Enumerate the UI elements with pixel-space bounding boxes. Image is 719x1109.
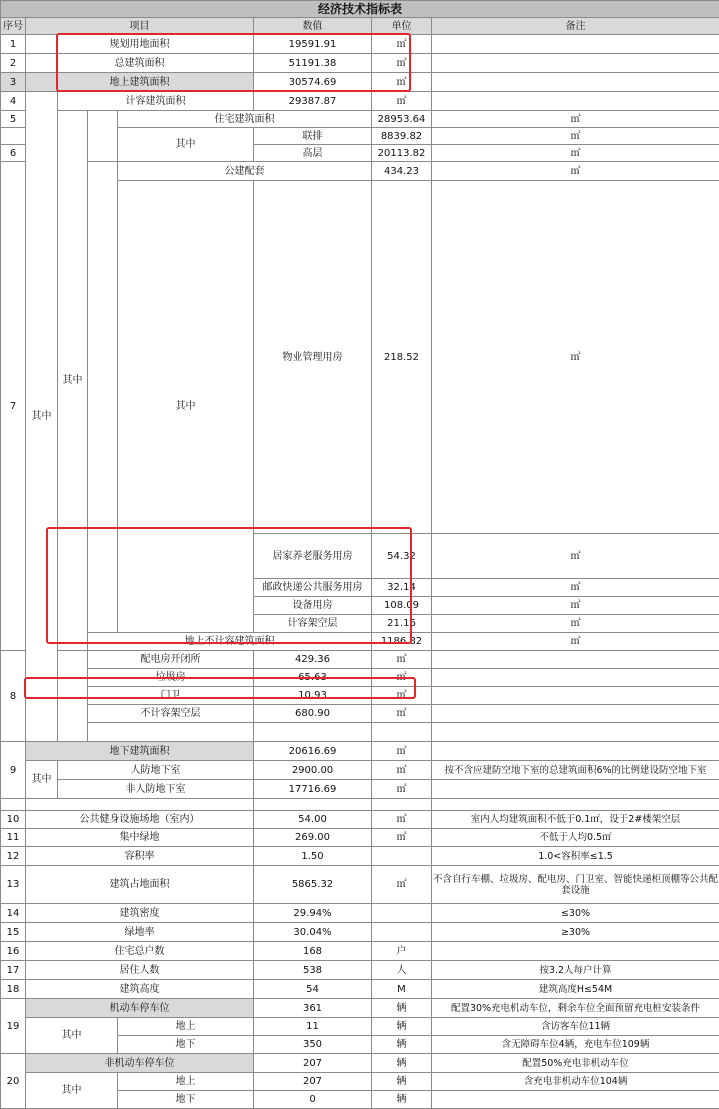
note-cell: 不含自行车棚、垃圾房、配电房、门卫室、智能快递柜顶棚等公共配套设施 — [432, 866, 719, 904]
empty-cell — [372, 799, 432, 811]
row-no: 4 — [1, 92, 26, 111]
note-cell — [432, 651, 719, 669]
note-cell: 按3.2人每户计算 — [432, 961, 719, 980]
note-cell: 含访客车位11辆 — [432, 1018, 719, 1036]
unit-cell: ㎡ — [372, 92, 432, 111]
row-no: 1 — [1, 35, 26, 54]
empty-cell — [254, 723, 372, 742]
unit-cell: 辆 — [372, 999, 432, 1018]
note-cell: 含无障碍车位4辆，充电车位109辆 — [432, 1036, 719, 1054]
item-value: 21.16 — [372, 615, 432, 633]
item-value: 28953.64 — [372, 111, 432, 128]
unit-cell: ㎡ — [432, 181, 719, 534]
note-cell: 不低于人均0.5㎡ — [432, 829, 719, 847]
unit-cell: 辆 — [372, 1018, 432, 1036]
row-no: 20 — [1, 1054, 26, 1109]
unit-cell: ㎡ — [432, 128, 719, 145]
empty-cell — [432, 723, 719, 742]
unit-cell: M — [372, 980, 432, 999]
item-name: 邮政快递公共服务用房 — [254, 579, 372, 597]
item-value: 680.90 — [254, 705, 372, 723]
item-value: 0 — [254, 1091, 372, 1109]
item-name: 物业管理用房 — [254, 181, 372, 534]
item-name: 联排 — [254, 128, 372, 145]
note-cell — [432, 780, 719, 799]
unit-cell: ㎡ — [432, 579, 719, 597]
item-name: 建筑占地面积 — [26, 866, 254, 904]
item-name: 垃圾房 — [88, 669, 254, 687]
note-cell — [432, 92, 719, 111]
empty-cell — [1, 799, 26, 811]
header-note: 备注 — [432, 18, 719, 35]
empty-cell — [432, 799, 719, 811]
row-no — [1, 128, 26, 145]
row-no: 7 — [1, 162, 26, 651]
item-value: 350 — [254, 1036, 372, 1054]
unit-cell: ㎡ — [372, 669, 432, 687]
item-name: 集中绿地 — [26, 829, 254, 847]
unit-cell: ㎡ — [432, 597, 719, 615]
item-name: 配电房开闭所 — [88, 651, 254, 669]
note-cell — [432, 742, 719, 761]
note-cell — [432, 1091, 719, 1109]
note-cell: 配置30%充电机动车位，剩余车位全面预留充电桩安装条件 — [432, 999, 719, 1018]
table-title: 经济技术指标表 — [1, 1, 719, 18]
item-value: 207 — [254, 1054, 372, 1073]
item-name: 人防地下室 — [58, 761, 254, 780]
unit-cell: ㎡ — [432, 162, 719, 181]
item-name: 不计容架空层 — [88, 705, 254, 723]
item-name: 地上不计容建筑面积 — [88, 633, 372, 651]
unit-cell — [372, 847, 432, 866]
item-name: 建筑高度 — [26, 980, 254, 999]
item-value: 29387.87 — [254, 92, 372, 111]
qizhong-label: 其中 — [26, 92, 58, 742]
item-value: 20616.69 — [254, 742, 372, 761]
unit-cell: ㎡ — [372, 705, 432, 723]
header-unit: 单位 — [372, 18, 432, 35]
unit-cell: 辆 — [372, 1073, 432, 1091]
note-cell — [432, 942, 719, 961]
unit-cell: ㎡ — [372, 811, 432, 829]
empty-cell — [254, 799, 372, 811]
item-name: 公共健身设施场地（室内） — [26, 811, 254, 829]
note-cell: 按不含应建防空地下室的总建筑面积6%的比例建设防空地下室 — [432, 761, 719, 780]
item-name: 绿地率 — [26, 923, 254, 942]
row-no: 5 — [1, 111, 26, 128]
item-name: 地下建筑面积 — [26, 742, 254, 761]
row-no: 3 — [1, 73, 26, 92]
item-value: 11 — [254, 1018, 372, 1036]
item-value: 65.63 — [254, 669, 372, 687]
row-no: 16 — [1, 942, 26, 961]
item-value: 1.50 — [254, 847, 372, 866]
row-no: 12 — [1, 847, 26, 866]
item-name: 建筑密度 — [26, 904, 254, 923]
row-no: 15 — [1, 923, 26, 942]
note-cell: 建筑高度H≤54M — [432, 980, 719, 999]
item-value: 10.93 — [254, 687, 372, 705]
note-cell: 配置50%充电非机动车位 — [432, 1054, 719, 1073]
item-name: 住宅建筑面积 — [118, 111, 372, 128]
empty-cell — [88, 723, 254, 742]
item-value: 108.09 — [372, 597, 432, 615]
item-value: 5865.32 — [254, 866, 372, 904]
row-no: 14 — [1, 904, 26, 923]
item-name: 地下 — [118, 1036, 254, 1054]
row-no: 18 — [1, 980, 26, 999]
item-value: 218.52 — [372, 181, 432, 534]
item-name: 计容建筑面积 — [58, 92, 254, 111]
header-value: 数值 — [254, 18, 372, 35]
item-name: 门卫 — [88, 687, 254, 705]
note-cell — [432, 73, 719, 92]
item-value: 32.14 — [372, 579, 432, 597]
item-value: 51191.38 — [254, 54, 372, 73]
item-name: 高层 — [254, 145, 372, 162]
item-value: 361 — [254, 999, 372, 1018]
unit-cell: ㎡ — [432, 633, 719, 651]
unit-cell: ㎡ — [372, 866, 432, 904]
header-no: 序号 — [1, 18, 26, 35]
item-name: 地上建筑面积 — [26, 73, 254, 92]
item-value: 29.94% — [254, 904, 372, 923]
row-no: 13 — [1, 866, 26, 904]
item-value: 54.32 — [372, 534, 432, 579]
unit-cell: ㎡ — [372, 35, 432, 54]
unit-cell — [372, 923, 432, 942]
unit-cell: ㎡ — [432, 145, 719, 162]
item-name: 居家养老服务用房 — [254, 534, 372, 579]
item-value: 434.23 — [372, 162, 432, 181]
unit-cell: ㎡ — [432, 534, 719, 579]
note-cell — [432, 705, 719, 723]
item-name: 住宅总户数 — [26, 942, 254, 961]
item-value: 54 — [254, 980, 372, 999]
empty-cell — [372, 723, 432, 742]
item-name: 地上 — [118, 1073, 254, 1091]
unit-cell: 辆 — [372, 1054, 432, 1073]
row-no: 9 — [1, 742, 26, 799]
item-name: 容积率 — [26, 847, 254, 866]
unit-cell: ㎡ — [372, 780, 432, 799]
item-value: 207 — [254, 1073, 372, 1091]
qizhong-label: 其中 — [118, 128, 254, 162]
item-value: 8839.82 — [372, 128, 432, 145]
item-value: 30574.69 — [254, 73, 372, 92]
row-no: 17 — [1, 961, 26, 980]
item-name: 非机动车停车位 — [26, 1054, 254, 1073]
item-name: 计容架空层 — [254, 615, 372, 633]
unit-cell: 人 — [372, 961, 432, 980]
qizhong-label: 其中 — [26, 1018, 118, 1054]
note-cell: ≥30% — [432, 923, 719, 942]
unit-cell: ㎡ — [432, 111, 719, 128]
qizhong-label: 其中 — [26, 1073, 118, 1109]
unit-cell: ㎡ — [432, 615, 719, 633]
note-cell: ≤30% — [432, 904, 719, 923]
empty-cell — [88, 111, 118, 162]
item-value: 429.36 — [254, 651, 372, 669]
qizhong-label: 其中 — [58, 111, 88, 651]
row-no: 19 — [1, 999, 26, 1054]
unit-cell: ㎡ — [372, 54, 432, 73]
item-value: 538 — [254, 961, 372, 980]
row-no: 6 — [1, 145, 26, 162]
item-value: 269.00 — [254, 829, 372, 847]
qizhong-label: 其中 — [118, 181, 254, 633]
item-value: 17716.69 — [254, 780, 372, 799]
note-cell: 含充电非机动车位104辆 — [432, 1073, 719, 1091]
item-name: 机动车停车位 — [26, 999, 254, 1018]
item-name: 居住人数 — [26, 961, 254, 980]
unit-cell: 辆 — [372, 1091, 432, 1109]
row-no: 2 — [1, 54, 26, 73]
row-no: 10 — [1, 811, 26, 829]
unit-cell: ㎡ — [372, 742, 432, 761]
item-value: 30.04% — [254, 923, 372, 942]
unit-cell: ㎡ — [372, 651, 432, 669]
qizhong-label: 其中 — [26, 761, 58, 799]
unit-cell — [372, 904, 432, 923]
item-name: 总建筑面积 — [26, 54, 254, 73]
unit-cell: ㎡ — [372, 761, 432, 780]
item-value: 19591.91 — [254, 35, 372, 54]
empty-cell — [88, 162, 118, 633]
row-no: 11 — [1, 829, 26, 847]
empty-cell — [26, 799, 254, 811]
note-cell — [432, 669, 719, 687]
note-cell: 室内人均建筑面积不低于0.1㎡，设于2#楼架空层 — [432, 811, 719, 829]
row-no: 8 — [1, 651, 26, 742]
item-name: 地上 — [118, 1018, 254, 1036]
item-value: 1186.82 — [372, 633, 432, 651]
item-value: 54.00 — [254, 811, 372, 829]
unit-cell: ㎡ — [372, 829, 432, 847]
note-cell — [432, 35, 719, 54]
unit-cell: ㎡ — [372, 73, 432, 92]
unit-cell: ㎡ — [372, 687, 432, 705]
item-value: 20113.82 — [372, 145, 432, 162]
item-value: 2900.00 — [254, 761, 372, 780]
note-cell: 1.0<容积率≤1.5 — [432, 847, 719, 866]
item-name: 公建配套 — [118, 162, 372, 181]
item-name: 设备用房 — [254, 597, 372, 615]
item-name: 非人防地下室 — [58, 780, 254, 799]
note-cell — [432, 687, 719, 705]
empty-cell — [58, 651, 88, 742]
item-name: 规划用地面积 — [26, 35, 254, 54]
item-name: 地下 — [118, 1091, 254, 1109]
header-item: 项目 — [26, 18, 254, 35]
unit-cell: 辆 — [372, 1036, 432, 1054]
item-value: 168 — [254, 942, 372, 961]
unit-cell: 户 — [372, 942, 432, 961]
note-cell — [432, 54, 719, 73]
